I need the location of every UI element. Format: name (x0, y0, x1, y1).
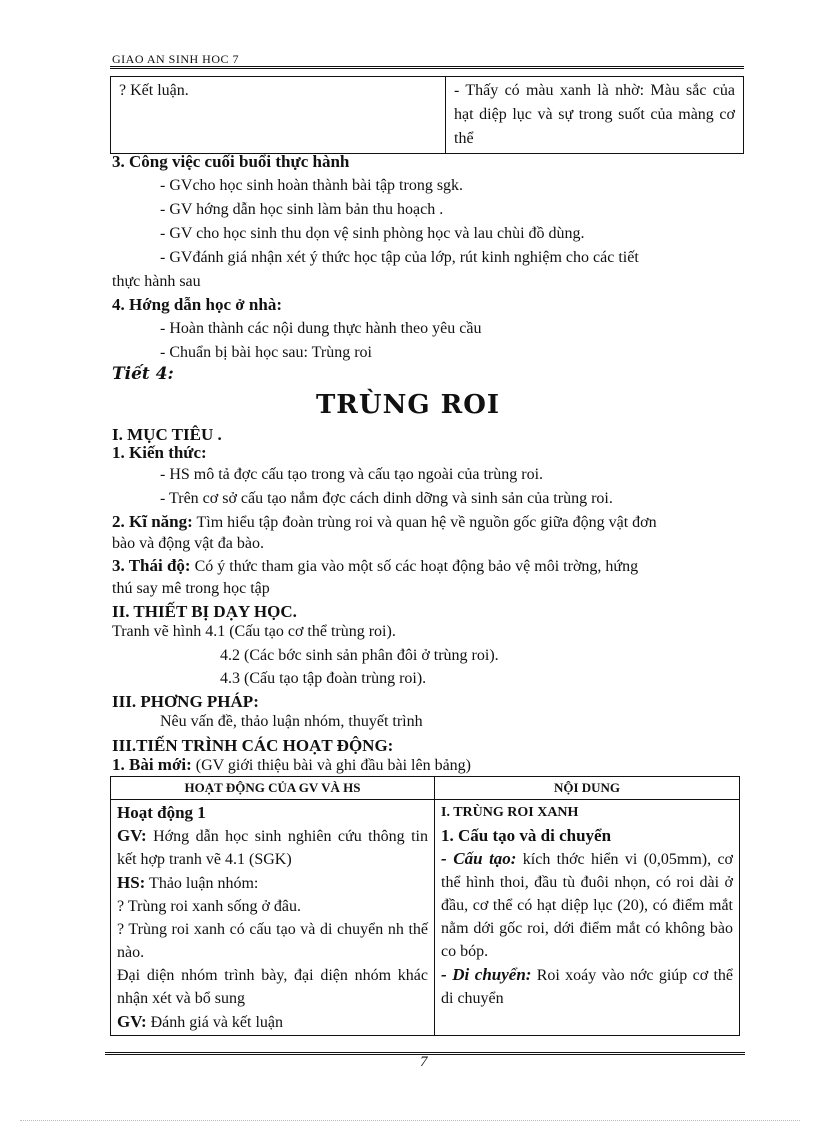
conclusion-answer: - Thấy có màu xanh là nhờ: Màu sắc của hạt diệp lục và sự trong suốt của màng cơ thể (446, 77, 744, 154)
activity-table (110, 776, 740, 1036)
section3-item: thực hành sau (112, 273, 201, 290)
column-header-content: NỘI DUNG (435, 777, 740, 800)
phuong-phap-text: Nêu vấn đề, thảo luận nhóm, thuyết trình (160, 713, 423, 730)
gv-text: Hớng dẫn học sinh nghiên cứu thông tin kết hợp tranh vẽ 4.1 (SGK) (117, 828, 428, 868)
thai-do-line (112, 555, 638, 578)
section4-item: - Chuẩn bị bài học sau: Trùng roi (160, 344, 372, 361)
thiet-bi-line: 4.2 (Các bớc sinh sản phân đôi ở trùng roi). (220, 647, 499, 664)
page-header: GIAO AN SINH HOC 7 (112, 52, 240, 66)
lesson-title: TRÙNG ROI (315, 390, 501, 420)
gv-conclusion (117, 1010, 428, 1034)
hs-label: HS: (117, 873, 146, 892)
content-heading: I. TRÙNG ROI XANH (441, 805, 579, 820)
section3-item: - GV hớng dẫn học sinh làm bản thu hoạch . (160, 201, 444, 218)
thai-do-text: Có ý thức tham gia vào một số các hoạt động bảo vệ môi trờng, hứng (190, 558, 639, 575)
content-cell (435, 800, 740, 1036)
activities-cell (111, 800, 435, 1036)
movement-label: - Di chuyển: (441, 965, 532, 984)
column-header-activities: HOẠT ĐỘNG CỦA GV VÀ HS (111, 777, 435, 800)
section3-heading: 3. Công việc cuối buổi thực hành (112, 152, 350, 171)
movement-desc: Roi xoáy vào nớc giúp cơ thể di chuyển (441, 967, 734, 1007)
question: ? Trùng roi xanh sống ở đâu. (117, 898, 302, 915)
gv-label: GV: (117, 826, 147, 845)
tien-trinh-heading: III.TIẾN TRÌNH CÁC HOẠT ĐỘNG: (112, 736, 394, 755)
phuong-phap-heading: III. PHƠNG PHÁP: (112, 692, 259, 711)
question: ? Trùng roi xanh có cấu tạo và di chuyển nh thế nào. (117, 921, 428, 961)
kien-thuc-heading: 1. Kiến thức: (112, 443, 207, 462)
section3-item: - GVcho học sinh hoàn thành bài tập trong sgk. (160, 177, 464, 194)
thiet-bi-heading: II. THIẾT BỊ DẠY HỌC. (112, 602, 297, 621)
kien-thuc-item: - HS mô tả đợc cấu tạo trong và cấu tạo ngoài của trùng roi. (160, 466, 544, 483)
page-number: 7 (420, 1054, 428, 1070)
structure-desc: kích thớc hiển vi (0,05mm), cơ thể hình thoi, đầu tù đuôi nhọn, có roi dài ở đầu, cơ thể có hạt diệp lục (20), có điểm mắt nằm dới gốc roi, dới điểm mắt có không bào co bóp. (441, 851, 733, 960)
conclusion-question: ? Kết luận. (111, 77, 446, 154)
structure-text (441, 847, 733, 963)
gv-label: GV: (117, 1012, 147, 1031)
bai-moi-line (112, 754, 471, 777)
ki-nang-text: Tìm hiểu tập đoàn trùng roi và quan hệ về nguồn gốc giữa động vật đơn (192, 514, 657, 531)
gv-instruction (117, 824, 428, 871)
thai-do-label: 3. Thái độ: (112, 556, 191, 575)
thiet-bi-line: 4.3 (Cấu tạo tập đoàn trùng roi). (220, 670, 427, 687)
section3-item: - GV cho học sinh thu dọn vệ sinh phòng học và lau chùi đồ dùng. (160, 225, 585, 242)
ki-nang-line (112, 511, 657, 534)
movement-text (441, 963, 733, 1010)
conclusion-table (110, 76, 744, 154)
hs-instruction (117, 871, 428, 895)
gv-text: Đánh giá và kết luận (146, 1014, 284, 1031)
bai-moi-text: (GV giới thiệu bài và ghi đầu bài lên bảng) (191, 757, 471, 774)
ki-nang-text-cont: bào và động vật đa bào. (112, 535, 264, 552)
section3-item: - GVđánh giá nhận xét ý thức học tập của lớp, rút kinh nghiệm cho các tiết (160, 249, 639, 266)
kien-thuc-item: - Trên cơ sở cấu tạo nắm đợc cách dinh dỡng và sinh sản của trùng roi. (160, 490, 613, 507)
hs-text: Thảo luận nhóm: (145, 875, 259, 892)
activity-heading: Hoạt động 1 (117, 803, 206, 822)
content-subheading: 1. Cấu tạo và di chuyển (441, 826, 612, 845)
section4-heading: 4. Hớng dẫn học ở nhà: (112, 295, 282, 314)
page-edge-dots (20, 1120, 800, 1121)
ki-nang-label: 2. Kĩ năng: (112, 512, 193, 531)
bai-moi-label: 1. Bài mới: (112, 755, 192, 774)
structure-label: - Cấu tạo: (441, 849, 517, 868)
muc-tieu-heading: I. MỤC TIÊU . (112, 425, 222, 444)
section4-item: - Hoàn thành các nội dung thực hành theo yêu cầu (160, 320, 482, 337)
group-report: Đại diện nhóm trình bày, đại diện nhóm khác nhận xét và bổ sung (117, 967, 428, 1007)
lesson-number: Tiết 4: (112, 364, 174, 384)
thai-do-text-cont: thú say mê trong học tập (112, 580, 270, 597)
thiet-bi-line: Tranh vẽ hình 4.1 (Cấu tạo cơ thể trùng roi). (112, 623, 396, 640)
header-divider (110, 66, 744, 69)
